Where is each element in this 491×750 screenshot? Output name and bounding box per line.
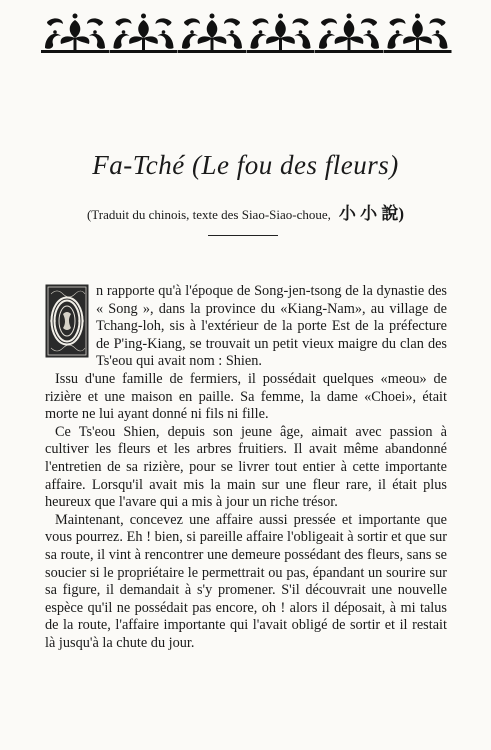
- chapter-title: Fa-Tché (Le fou des fleurs): [92, 150, 399, 180]
- floral-ornament-band: [41, 12, 453, 54]
- dropcap-ornament: [45, 284, 89, 358]
- paragraph-2: Issu d'une famille de fermiers, il possédait quelques «meou» de rizière et une maison en paille. Sa femme, la dame «Choei», était morte ne lui ayant donné ni fils ni fille.: [45, 370, 447, 423]
- paragraph-1: [45, 283, 447, 371]
- paragraph-4: Maintenant, concevez une affaire aussi pressée et importante que vous pourrez. Eh ! bien, si pareille affaire l'obligeait à sortir et que sur sa route, il vint à rencontrer une demeure possédant des fleurs, sans se soucier si le propriétaire le permettrait ou pas, épandant un sourire sur sa figure, il demandait à s'y promener. S'il découvrait une nouvelle espèce qu'il ne possédait pas encore, oh ! alors il déposait, à mi talus de la route, l'affaire importante qui l'avait obligé de sortir et il restait là jusqu'à la chute du jour.: [45, 511, 447, 651]
- body-text: [45, 283, 447, 652]
- paragraph-3: Ce Ts'eou Shien, depuis son jeune âge, aimait avec passion à cultiver les fleurs et les arbres fruitiers. Il avait même abandonné l'entretien de sa rizière, pour se livrer tout entier à cette importante affaire. Lorsqu'il avait mis la main sur une fleur rare, il était plus heureux que l'avare qui a mis à jour un riche trésor.: [45, 423, 447, 511]
- subtitle-chinese: 小 小 說): [338, 204, 405, 223]
- subtitle-text: (Traduit du chinois, texte des Siao-Siao-choue,: [86, 207, 331, 222]
- title-divider: [208, 235, 278, 236]
- chapter-subtitle: [54, 199, 437, 224]
- paragraph-1-text: n rapporte qu'à l'époque de Song-jen-tsong de la dynastie des « Song », dans la province du «Kiang-Nam», au village de Tchang-loh, sis à l'extérieur de la porte Est de la préfecture de P'ing-Kiang, se trouvait un petit vieux maigre du clan des Ts'eou qui avait nom : Shien.: [96, 283, 447, 370]
